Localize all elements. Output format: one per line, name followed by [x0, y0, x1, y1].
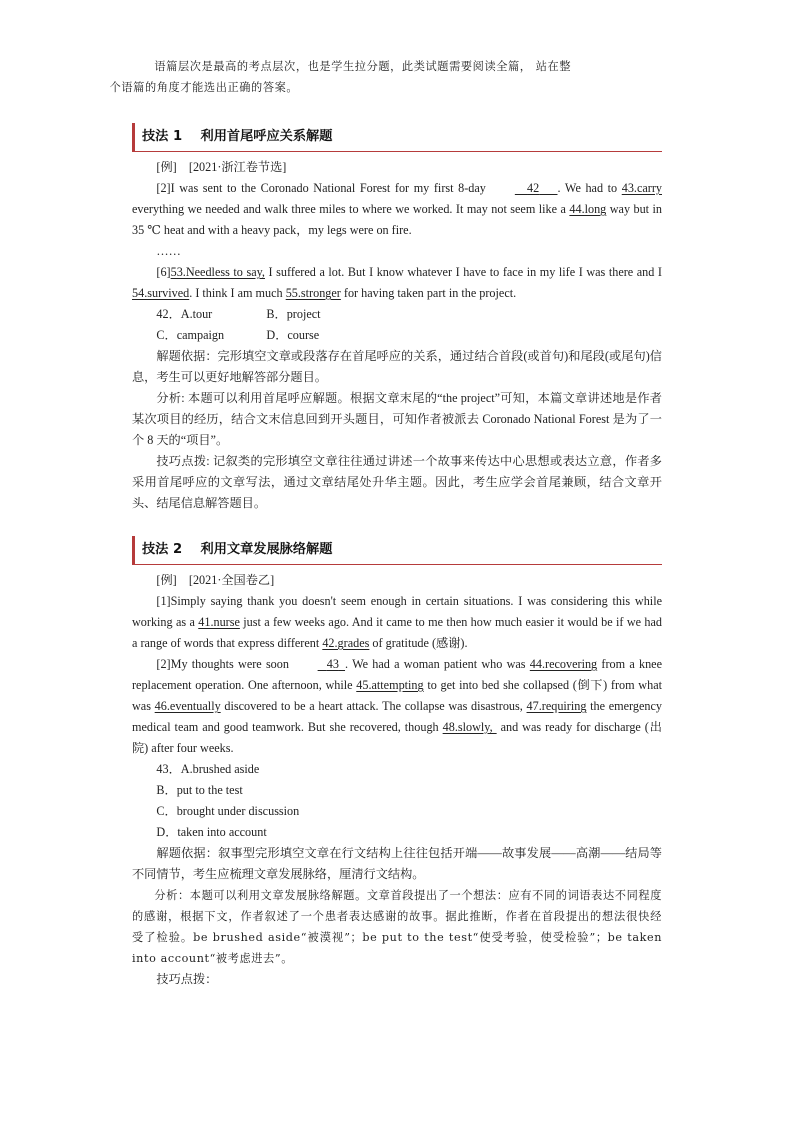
blank-42: 42.grades	[322, 636, 370, 650]
tip-paragraph-2: 技巧点拨：	[156, 972, 218, 986]
blank-44: 44.long	[569, 202, 607, 216]
passage2-paragraph-1: [1]Simply saying thank you doesn't seem enough in certain situations. I was considering this while working as a 41.nurse just a few weeks ago. And it came to me then how much easier it would be if we had a range of words that express different 42.grades of gratitude (感谢).	[132, 594, 662, 650]
blank-43: 43.carry	[621, 181, 662, 195]
passage2-paragraph-2: [2]My thoughts were soon 43 . We had a woman patient who was 44.recovering from a knee replacement operation. One afternoon, while 45.attempting to get into bed she collapsed (倒下) from what was 46.eventually discovered to be a heart attack. The collapse was disastrous, 47.requiring the emergency medical team and good teamwork. But she recovered, though 48.slowly, and was ready for discharge (出院) after four weeks.	[132, 654, 662, 759]
options-43	[132, 759, 662, 843]
blank-55: 55.stronger	[285, 286, 341, 300]
passage-paragraph-2: [2]I was sent to the Coronado National Forest for my first 8-day 42 . We had to 43.carry everything we needed and walk three miles to where we worked. It may not seem like a 44.long way but in 35 ℃ heat and with a heavy pack，my legs were on fire.	[132, 178, 662, 241]
blank-45: 45.attempting	[356, 678, 424, 692]
option-item: 43．A.brushed aside	[156, 762, 260, 776]
option-row: C．campaign D．course	[156, 328, 320, 342]
example-tag: [例] [2021·浙江卷节选]	[156, 160, 287, 174]
example-tag: [例] [2021·全国卷乙]	[156, 573, 275, 587]
tip-paragraph-1: 技巧点拨: 记叙类的完形填空文章往往通过讲述一个故事来传达中心思想或表达立意，作者多采用首尾呼应的文章写法，通过文章结尾处升华主题。因此，考生应学会首尾兼顾，结合文章开头、结尾信息解答题目。	[132, 454, 662, 510]
intro-paragraph	[109, 56, 662, 98]
blank-44: 44.recovering	[529, 657, 598, 671]
document-page	[109, 56, 662, 990]
options-42	[132, 304, 662, 346]
blank-53: 53.Needless to say,	[170, 265, 265, 279]
heading-accent-bar	[132, 536, 135, 565]
analysis-paragraph-1: 分析: 本题可以利用首尾呼应解题。根据文章末尾的“the project”可知，本篇文章讲述地是作者某次项目的经历，结合文末信息回到开头题目，可知作者被派去 Coronado National Forest 是为了一个 8 天的“项目”。	[132, 391, 662, 447]
blank-47: 47.requiring	[526, 699, 587, 713]
option-item: D．taken into account	[156, 825, 267, 839]
section-1-heading: 技法 1 利用首尾呼应关系解题	[132, 123, 662, 152]
option-item: C．brought under discussion	[156, 804, 300, 818]
option-row: 42．A.tour B．project	[156, 307, 321, 321]
blank-43: 43	[326, 657, 339, 671]
passage-paragraph-6: [6]53.Needless to say, I suffered a lot. But I know whatever I have to face in my life I was there and I 54.survived. I think I am much 55.stronger for having taken part in the project.	[132, 265, 662, 300]
blank-46: 46.eventually	[154, 699, 221, 713]
blank-42: 42	[527, 181, 540, 195]
blank-54: 54.survived	[132, 286, 190, 300]
analysis-paragraph-2: 分析：本题可以利用文章发展脉络解题。文章首段提出了一个想法：应有不同的词语表达不同程度的感谢，根据下文，作者叙述了一个患者表达感谢的故事。据此推断，作者在首段提出的想法很快经受了检验。be brushed aside“被漠视”；be put to the test“使受考验，使受检验”；be taken into account“被考虑进去”。	[132, 889, 662, 965]
heading-accent-bar	[132, 123, 135, 152]
blank-48: 48.slowly,	[442, 720, 497, 734]
option-item: B．put to the test	[156, 783, 243, 797]
blank-41: 41.nurse	[198, 615, 240, 629]
ellipsis: ……	[156, 244, 181, 258]
basis-paragraph-1: 解题依据：完形填空文章或段落存在首尾呼应的关系，通过结合首段(或首句)和尾段(或尾句)信息，考生可以更好地解答部分题目。	[132, 349, 662, 384]
intro-line-2: 个语篇的角度才能选出正确的答案。	[109, 81, 299, 94]
section-2-heading: 技法 2 利用文章发展脉络解题	[132, 536, 662, 565]
basis-paragraph-2: 解题依据：叙事型完形填空文章在行文结构上往往包括开端——故事发展——高潮——结局等不同情节，考生应梳理文章发展脉络，厘清行文结构。	[132, 846, 662, 881]
intro-line-1: 语篇层次是最高的考点层次，也是学生拉分题，此类试题需要阅读全篇， 站在整	[154, 60, 572, 73]
